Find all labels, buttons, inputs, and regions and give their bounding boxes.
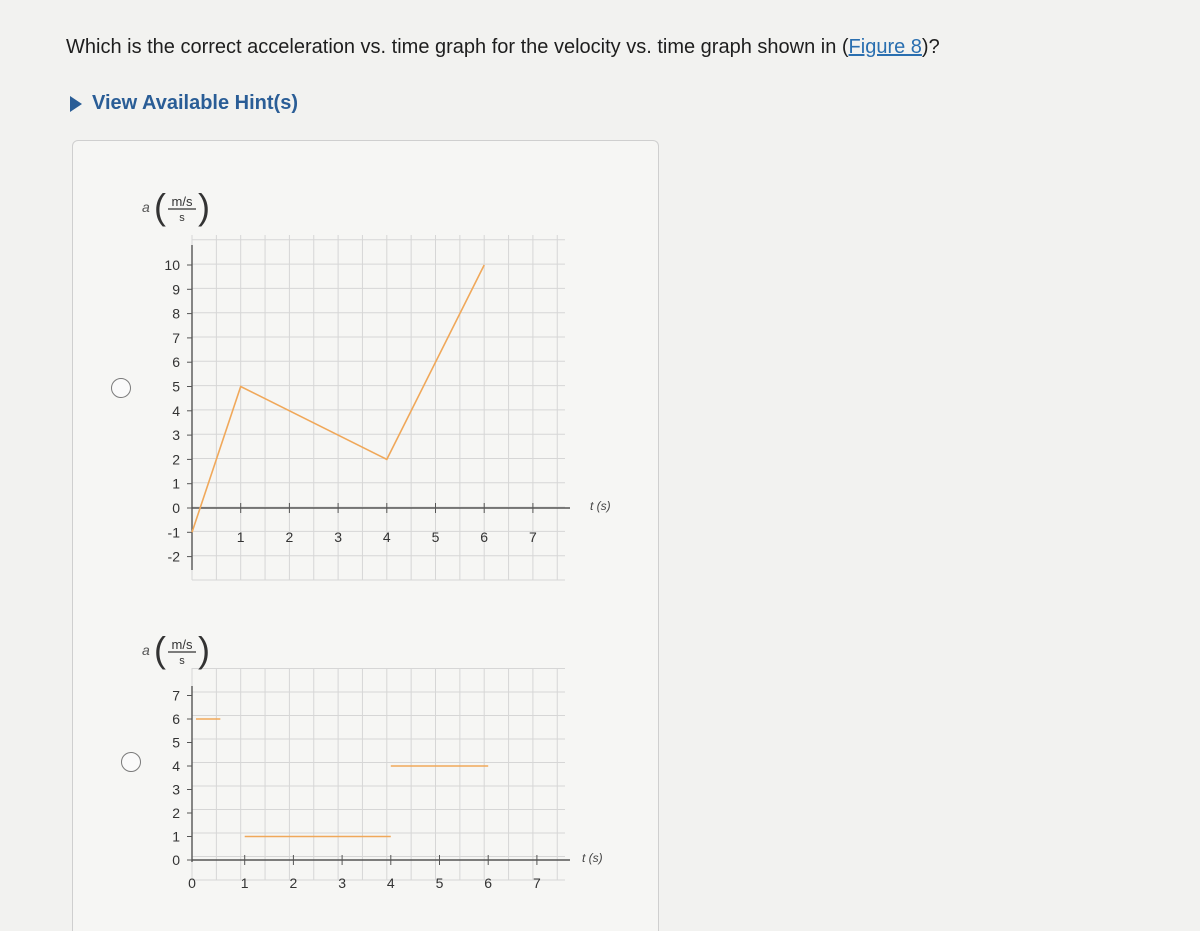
option-1-y-axis-variable: a bbox=[142, 199, 150, 215]
option-1-y-axis-unit-denominator: s bbox=[179, 212, 185, 224]
option-1-x-tick-label: 2 bbox=[285, 529, 294, 545]
option-1-y-tick-label: 4 bbox=[172, 402, 180, 419]
option-1-y-axis-unit-numerator: m/s bbox=[171, 194, 193, 209]
figure-link[interactable]: Figure 8 bbox=[848, 36, 922, 58]
option-1-y-tick-label: 7 bbox=[172, 329, 180, 346]
option-2-y-tick-label: 5 bbox=[172, 734, 180, 751]
option-1-x-tick-label: 7 bbox=[529, 529, 537, 545]
option-2-y-tick-label: 0 bbox=[172, 852, 180, 868]
option-2-x-tick-label: 0 bbox=[188, 875, 196, 891]
option-2-y-tick-label: 6 bbox=[172, 711, 180, 727]
option-1-y-tick-label: 0 bbox=[172, 500, 180, 516]
option-1-x-tick-label: 6 bbox=[480, 529, 489, 545]
option-1-y-tick-label: 6 bbox=[172, 354, 180, 371]
hint-label: View Available Hint(s) bbox=[92, 92, 298, 114]
option-2-x-tick-label: 7 bbox=[533, 875, 541, 891]
option-2-x-tick-label: 2 bbox=[289, 875, 298, 891]
option-2-y-tick-label: 7 bbox=[172, 687, 180, 704]
option-1-y-tick-label: -2 bbox=[167, 548, 180, 565]
option-1-x-tick-label: 5 bbox=[431, 529, 440, 545]
option-1-y-tick-label: 9 bbox=[172, 281, 180, 298]
option-2-y-tick-label: 2 bbox=[172, 805, 180, 821]
option-2-y-axis-unit-numerator: m/s bbox=[171, 637, 193, 652]
question-text-after: )? bbox=[921, 36, 940, 58]
option-1-y-tick-label: 3 bbox=[172, 427, 180, 444]
option-1-y-axis-paren-open: ( bbox=[154, 186, 166, 227]
option-1-y-tick-label: 10 bbox=[164, 257, 180, 273]
option-2-x-tick-label: 4 bbox=[386, 875, 395, 891]
option-1-y-tick-label: 5 bbox=[172, 378, 180, 395]
option-2-y-axis-paren-open: ( bbox=[154, 629, 166, 670]
option-2-y-axis-paren-close: ) bbox=[198, 629, 210, 670]
option-2-x-axis-label: t (s) bbox=[582, 851, 603, 865]
option-1-x-tick-label: 4 bbox=[382, 529, 391, 545]
option-2-x-tick-label: 5 bbox=[435, 875, 444, 891]
option-1-y-tick-label: 2 bbox=[172, 451, 180, 468]
option-2-x-tick-label: 6 bbox=[484, 875, 493, 891]
option-2-y-tick-label: 3 bbox=[172, 781, 180, 798]
option-1-y-tick-label: 8 bbox=[172, 305, 180, 322]
option-2-y-tick-label: 4 bbox=[172, 758, 180, 774]
option-1-y-axis-paren-close: ) bbox=[198, 186, 210, 227]
option-2-y-axis-variable: a bbox=[142, 642, 150, 658]
option-1-x-tick-label: 3 bbox=[334, 529, 342, 545]
option-1-x-tick-label: 1 bbox=[236, 529, 245, 545]
option-2-x-tick-label: 1 bbox=[240, 875, 249, 891]
option-2-y-tick-label: 1 bbox=[172, 828, 180, 845]
option-1-y-tick-label: -1 bbox=[167, 524, 180, 541]
option-1-x-axis-label: t (s) bbox=[590, 499, 611, 513]
question-text-before: Which is the correct acceleration vs. time graph for the velocity vs. time graph shown in ( bbox=[66, 36, 849, 58]
option-2-x-tick-label: 3 bbox=[338, 875, 346, 891]
option-1-y-tick-label: 1 bbox=[172, 475, 180, 492]
option-2-y-axis-unit-denominator: s bbox=[179, 655, 185, 667]
